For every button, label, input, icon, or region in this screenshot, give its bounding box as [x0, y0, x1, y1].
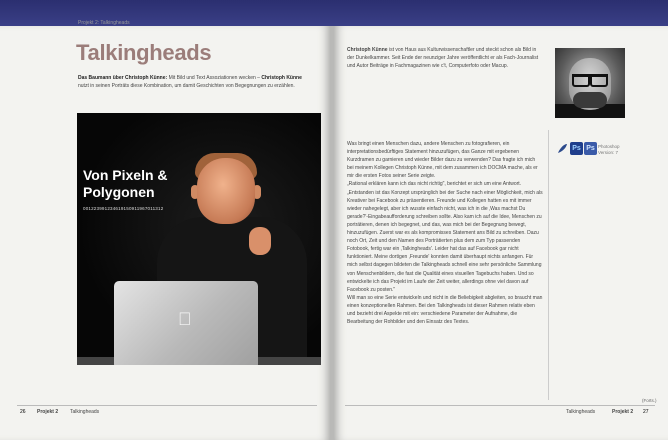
software-label	[598, 144, 620, 156]
left-page-number: 26	[20, 409, 26, 415]
left-footer-section: Projekt 2	[37, 409, 59, 415]
photo-overlay-line1: Von Pixeln &	[83, 167, 168, 183]
lead-bold-1: Das Baumann über Christoph Künne:	[78, 75, 168, 81]
lead-bold-2: Christoph Künne	[261, 75, 302, 81]
left-footer-topic: Talkingheads	[70, 409, 100, 415]
right-footer-topic: Talkingheads	[566, 409, 596, 415]
page-title: Talkingheads	[76, 40, 212, 65]
feather-icon	[556, 142, 569, 155]
photoshop-icon: Ps	[584, 142, 597, 155]
author-portrait	[555, 48, 625, 118]
software-version: Version: 7	[598, 150, 619, 155]
photo-overlay-line2: Polygonen	[83, 184, 155, 200]
photo-overlay-code: 001223991234619150911967011312	[83, 206, 164, 211]
article-paragraph: „Rational erklären kann ich das nicht richtig", berichtet er sich um eine Antwort. „Entstanden ist das Konzept ursprünglich bei der Suche nach einer Möglichkeit, mich als Kreativer bei Facebook zu präsentieren. Freunde und Kollegen hatten es mit immer wieder nahegelegt, aber ich wusste einfach nicht, was ich in die ‚Was machst Du gerade?'-Eingabeaufforderung schreiben sollte. Also kam ich auf die Idee, Menschen zu porträtieren, denen ich begegnet, und das, was mich bei der Begegnung bewegt, hinzuzufügen. Zuerst war es als kompromisses Statement ans Bild zu schreiben. Dazu noch Ort, Zeit und den Namen des Porträtierten plus dem zum Typ passenden Fotobook, fertig war ein ‚Talkingheads'. Leider hat das auf Facebook gar nicht funktioniert. Meine dortigen ‚Freunde' konnten damit überhaupt nichts anfangen. Für mich selbst dagegen bildeten die Talkingheads schnell eine sehr persönliche Sammlung von Menschenbildern, die fast die Qualität eines visuellen Tagebuchs haben. Und so entwickelte ich das Projekt im Laufe der Zeit weiter, allerdings ohne viel davon auf Facebook zu posten."	[347, 181, 543, 293]
lead-text-1: Mit Bild und Text Assoziationen wecken –	[167, 75, 262, 81]
portrait-beard	[573, 92, 607, 108]
intro-text: ist von Haus aus Kulturwissenschaftler und steckt schon als Bild in der Dunkelkammer. Seit Ende der neunziger Jahre veröffentlicht er als Fach-Journalist und Autor Beiträge in Fachmagazinen wie c't, Computerfoto oder Macup.	[347, 47, 539, 69]
left-footer-rule	[17, 405, 317, 406]
intro-bold: Christoph Künne	[347, 47, 388, 53]
apple-logo-icon	[178, 309, 192, 330]
sidebar-rule	[548, 130, 549, 400]
right-page-number: 27	[643, 409, 649, 415]
portrait-glasses	[572, 74, 608, 85]
article-paragraph: Was bringt einen Menschen dazu, andere Menschen zu fotografieren, ein interpretationsbedürftiges Statement hinzuzufügen, das Ganze mit ergebenen Kurzdramen zu garnieren und wieder Bilder dazu zu verwenden? Das fragte ich mich bei meinem Kollegen Christoph Künne, mit dem zusammen ich DOCMA mache, als er mir die ersten Fotos seiner Serie zeigte.	[347, 141, 538, 180]
right-footer-rule	[345, 405, 655, 406]
lead-paragraph	[78, 74, 310, 90]
photoshop-icon: Ps	[570, 142, 583, 155]
software-name: Photoshop	[598, 144, 620, 149]
continued-note: (Forts.)	[642, 398, 657, 403]
article-body	[347, 140, 543, 326]
main-photo	[77, 113, 321, 365]
breadcrumb: Projekt 2: Talkingheads	[78, 20, 130, 26]
photo-overlay-title	[83, 167, 168, 201]
article-paragraph: Will man so eine Serie entwickeln und nicht in die Beliebigkeit abgleiten, so braucht man einen konzeptionellen Rahmen. Bei den Talkingheads ist dieser Rahmen relativ eben und bezieht drei Aspekte mit ein: verschiedene Parameter der Aufnahme, die Bearbeitung der Rohbilder und den Einsatz des Textes.	[347, 294, 543, 326]
laptop	[114, 281, 258, 365]
right-footer-section: Projekt 2	[612, 409, 634, 415]
person-hand	[249, 227, 271, 255]
lead-text-2: nutzt in seinen Porträts diese Kombination, um damit Geschichten von Begegnungen zu erzählen.	[78, 83, 295, 89]
author-intro	[347, 46, 543, 70]
person-head	[197, 158, 255, 224]
